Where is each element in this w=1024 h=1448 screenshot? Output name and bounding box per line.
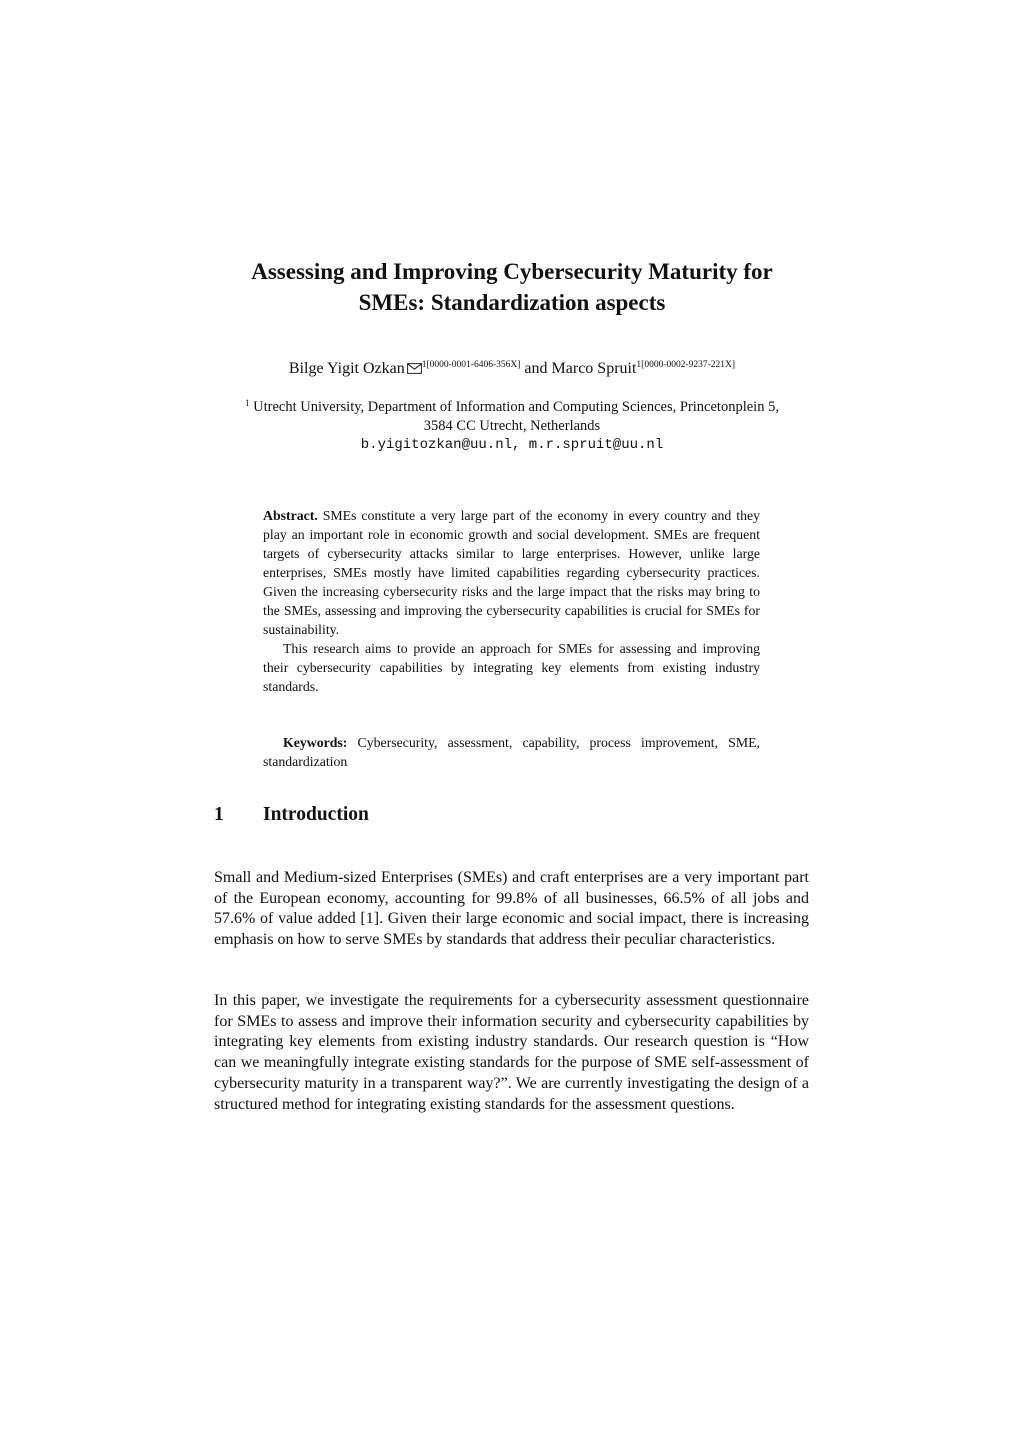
body-paragraph-1: Small and Medium-sized Enterprises (SMEs) and craft enterprises are a very important part of the European economy, accounting for 99.8% of all businesses, 66.5% of all jobs and 57.6% of value added [1]. Given their large economic and social impact, there is increasing emphasis on how to serve SMEs by standards that address their peculiar characteristics. bbox=[214, 869, 809, 949]
affiliation-line-2: 3584 CC Utrecht, Netherlands bbox=[423, 418, 601, 434]
affiliation-text-1: Utrecht University, Department of Information and Computing Sciences, Princetonplein 5, bbox=[249, 399, 779, 415]
section-heading bbox=[214, 802, 369, 828]
author-line bbox=[130, 358, 894, 380]
affiliation-block bbox=[130, 398, 894, 455]
envelope-icon bbox=[407, 363, 422, 374]
author-emails[interactable]: b.yigitozkan@uu.nl, m.r.spruit@uu.nl bbox=[360, 437, 664, 453]
abstract-text-1: SMEs constitute a very large part of the economy in every country and they play an important role in economic growth and social development. SMEs are frequent targets of cybersecurity attacks similar to large enterprises. However, unlike large enterprises, SMEs mostly have limited capabilities regarding cybersecurity practices. Given the increasing cybersecurity risks and the large impact that the risks may bring to the SMEs, assessing and improving the cybersecurity capabilities is crucial for SMEs for sustainability. bbox=[263, 508, 760, 637]
section-title: Introduction bbox=[263, 804, 369, 825]
affiliation-line-1 bbox=[130, 398, 894, 417]
keywords-text: Cybersecurity, assessment, capability, process improvement, SME, standardization bbox=[263, 735, 760, 769]
abstract-paragraph-1 bbox=[263, 506, 760, 639]
keywords-label: Keywords: bbox=[283, 735, 348, 750]
keywords bbox=[263, 733, 760, 771]
paper-title bbox=[180, 256, 844, 318]
body-paragraph-2: In this paper, we investigate the requirements for a cybersecurity assessment questionnaire for SMEs to assess and improve their information security and cybersecurity capabilities by integrating key elements from existing industry standards. Our research question is “How can we meaningfully integrate existing standards for the purpose of SME self-assessment of cybersecurity maturity in a transparent way?”. We are currently investigating the design of a structured method for integrating existing standards for the assessment questions. bbox=[214, 992, 809, 1113]
abstract bbox=[263, 506, 760, 696]
author-2-orcid: 1[0000-0002-9237-221X] bbox=[636, 360, 736, 370]
author-1-name: Bilge Yigit Ozkan bbox=[288, 360, 405, 377]
abstract-label: Abstract. bbox=[263, 508, 318, 523]
author-conjunction: and bbox=[520, 360, 552, 377]
author-1-orcid: 1[0000-0001-6406-356X] bbox=[421, 360, 521, 370]
section-number: 1 bbox=[214, 804, 224, 825]
affiliation-marker: 1 bbox=[245, 398, 250, 408]
title-line-2: SMEs: Standardization aspects bbox=[358, 290, 666, 315]
title-line-1: Assessing and Improving Cybersecurity Maturity for bbox=[251, 259, 773, 284]
abstract-paragraph-2: This research aims to provide an approach for SMEs for assessing and improving their cybersecurity capabilities by integrating key elements from existing industry standards. bbox=[263, 641, 760, 694]
author-2-name: Marco Spruit bbox=[551, 360, 637, 377]
